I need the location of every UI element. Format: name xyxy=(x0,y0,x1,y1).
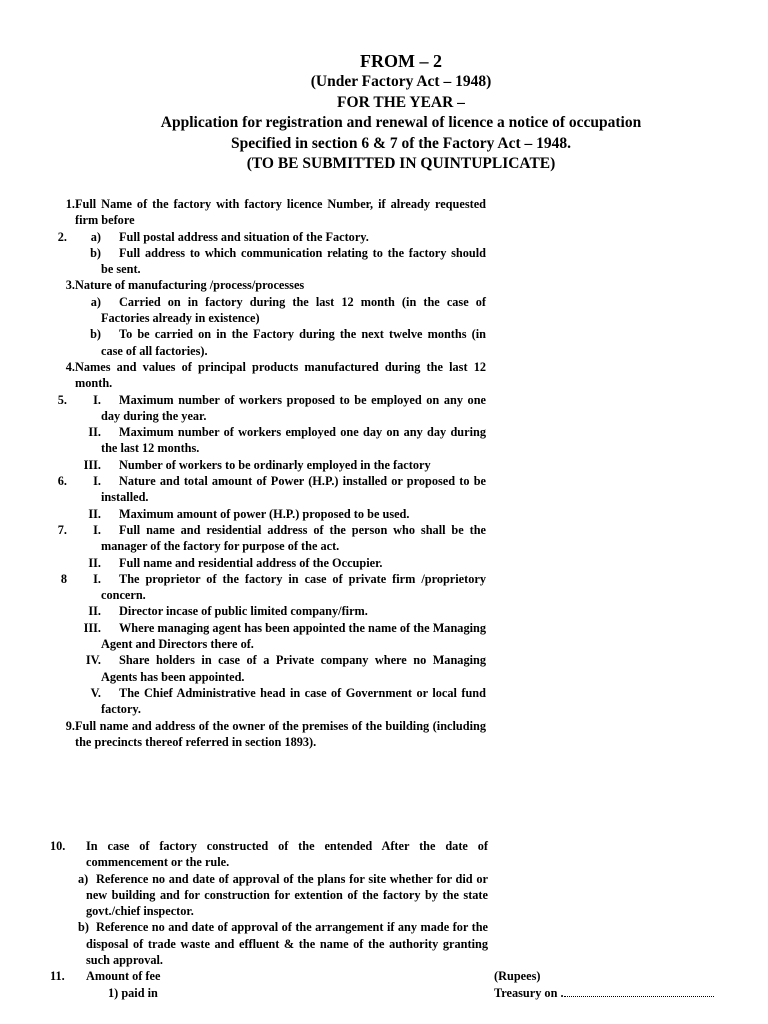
item-label: II. xyxy=(88,604,101,619)
form-item xyxy=(50,571,486,604)
item-number: 7. xyxy=(57,522,67,537)
form-item xyxy=(50,245,486,278)
form-item xyxy=(50,196,486,229)
item-label: I. xyxy=(93,474,101,489)
form-items-list xyxy=(50,196,486,750)
item-number xyxy=(50,652,67,685)
item-number: a) xyxy=(78,871,89,886)
item-number xyxy=(50,457,67,473)
item-text: Reference no and date of approval of the arrangement if any made for the disposal of trade waste and effluent & the name of the authority granting such approval. xyxy=(86,920,488,968)
item-number xyxy=(50,603,67,619)
item-number xyxy=(50,620,67,653)
item-label: III. xyxy=(83,457,101,472)
form-title: FROM – 2 xyxy=(360,51,442,71)
form-item xyxy=(50,718,486,751)
form-item xyxy=(50,457,486,473)
item-label: IV. xyxy=(85,653,101,668)
item-label: II. xyxy=(88,425,101,440)
treasury-line xyxy=(494,985,714,1001)
item-label: II. xyxy=(88,555,101,570)
item-label: V. xyxy=(90,685,101,700)
item-text: Director incase of public limited company/firm. xyxy=(119,604,368,619)
item-text: The Chief Administrative head in case of Government or local fund factory. xyxy=(101,685,486,717)
item-label: a) xyxy=(90,294,101,309)
form-item xyxy=(50,919,488,968)
item-text: The proprietor of the factory in case of private firm /proprietory concern. xyxy=(101,571,486,603)
item-text: Number of workers to be ordinarly employed in the factory xyxy=(119,457,431,472)
item-number: 4. xyxy=(65,359,75,374)
item-number: 11. xyxy=(50,969,65,984)
item-number: 10. xyxy=(50,839,66,853)
item-number: 8 xyxy=(60,571,67,586)
item-label: I. xyxy=(93,571,101,586)
item-text: Full postal address and situation of the Factory. xyxy=(119,229,369,244)
treasury-blank[interactable] xyxy=(564,986,714,997)
form-item xyxy=(50,229,486,245)
item-text: In case of factory constructed of the entended After the date of commencement or the rule. xyxy=(86,839,488,870)
form-item xyxy=(50,620,486,653)
item-text: Full address to which communication relating to the factory should be sent. xyxy=(101,245,486,277)
item-text: Amount of fee xyxy=(86,969,161,984)
item-number xyxy=(50,424,67,457)
item-number: 6. xyxy=(57,474,67,489)
rupees-label: (Rupees) xyxy=(494,969,541,983)
item-number xyxy=(50,506,67,522)
item-label: I. xyxy=(93,392,101,407)
form-item xyxy=(50,871,488,920)
item-number: 5. xyxy=(57,392,67,407)
submission-note: (TO BE SUBMITTED IN QUINTUPLICATE) xyxy=(246,155,556,172)
treasury-label: Treasury on . xyxy=(494,986,564,1000)
form-item xyxy=(50,392,486,425)
form-item xyxy=(50,326,486,359)
item-label: b) xyxy=(90,327,101,342)
item-text: Nature of manufacturing /process/processes xyxy=(75,278,305,293)
item-number xyxy=(50,555,67,571)
item-label: b) xyxy=(90,245,101,260)
item-text: Full name and address of the owner of the premises of the building (including the precincts thereof referred in section 1893). xyxy=(75,718,486,749)
item-label: a) xyxy=(90,229,101,244)
form-item xyxy=(50,522,486,555)
item-number: 3. xyxy=(65,278,75,293)
item-label: III. xyxy=(83,620,101,635)
item-number: 9. xyxy=(65,718,75,733)
form-item xyxy=(50,277,486,293)
form-item xyxy=(50,424,486,457)
item-number xyxy=(50,245,67,278)
form-item xyxy=(50,473,486,506)
item-number: 1. xyxy=(65,197,75,211)
form-item xyxy=(50,685,486,718)
item-text: Where managing agent has been appointed the name of the Managing Agent and Directors there of. xyxy=(101,620,486,652)
item-label: II. xyxy=(88,506,101,521)
item-text: Full Name of the factory with factory licence Number, if already requested firm before xyxy=(75,197,486,228)
item-number xyxy=(50,294,67,327)
item-text: To be carried on in the Factory during the next twelve months (in case of all factories). xyxy=(101,327,486,358)
item-text: Carried on in factory during the last 12 month (in the case of Factories already in existence) xyxy=(101,294,486,326)
item-text: Share holders in case of a Private company where no Managing Agents has been appointed. xyxy=(101,653,486,684)
form-items-list-2 xyxy=(50,838,488,985)
description-line-1: Application for registration and renewal of licence a notice of occupation xyxy=(160,114,642,131)
year-line: FOR THE YEAR – xyxy=(337,93,465,111)
form-item xyxy=(50,968,488,984)
form-item xyxy=(50,506,486,522)
form-item xyxy=(50,294,486,327)
item-number xyxy=(50,326,67,359)
item-number: 2. xyxy=(57,229,67,244)
item-text: Maximum number of workers proposed to be employed on any one day during the year. xyxy=(101,392,486,423)
item-text: Full name and residential address of the person who shall be the manager of the factory for purpose of the act. xyxy=(101,522,486,554)
form-item xyxy=(50,555,486,571)
form-item xyxy=(50,838,488,871)
item-text: Reference no and date of approval of the plans for site whether for did or new building and for construction for extention of the factory by the state govt./chief inspector. xyxy=(86,871,488,919)
item-number: b) xyxy=(78,920,89,935)
item-text: Full name and residential address of the Occupier. xyxy=(119,555,383,570)
act-reference: (Under Factory Act – 1948) xyxy=(310,73,492,90)
item-text: Names and values of principal products manufactured during the last 12 month. xyxy=(75,359,486,391)
item-label: I. xyxy=(93,522,101,537)
fee-paid-in: 1) paid in xyxy=(108,986,158,1000)
item-number xyxy=(50,685,67,718)
description-line-2: Specified in section 6 & 7 of the Factory Act – 1948. xyxy=(230,134,572,152)
form-item xyxy=(50,652,486,685)
form-item xyxy=(50,359,486,392)
form-header xyxy=(0,50,768,175)
item-text: Nature and total amount of Power (H.P.) installed or proposed to be installed. xyxy=(101,474,486,505)
item-text: Maximum amount of power (H.P.) proposed to be used. xyxy=(119,506,410,521)
item-text: Maximum number of workers employed one day on any day during the last 12 months. xyxy=(101,425,486,456)
form-item xyxy=(50,603,486,619)
